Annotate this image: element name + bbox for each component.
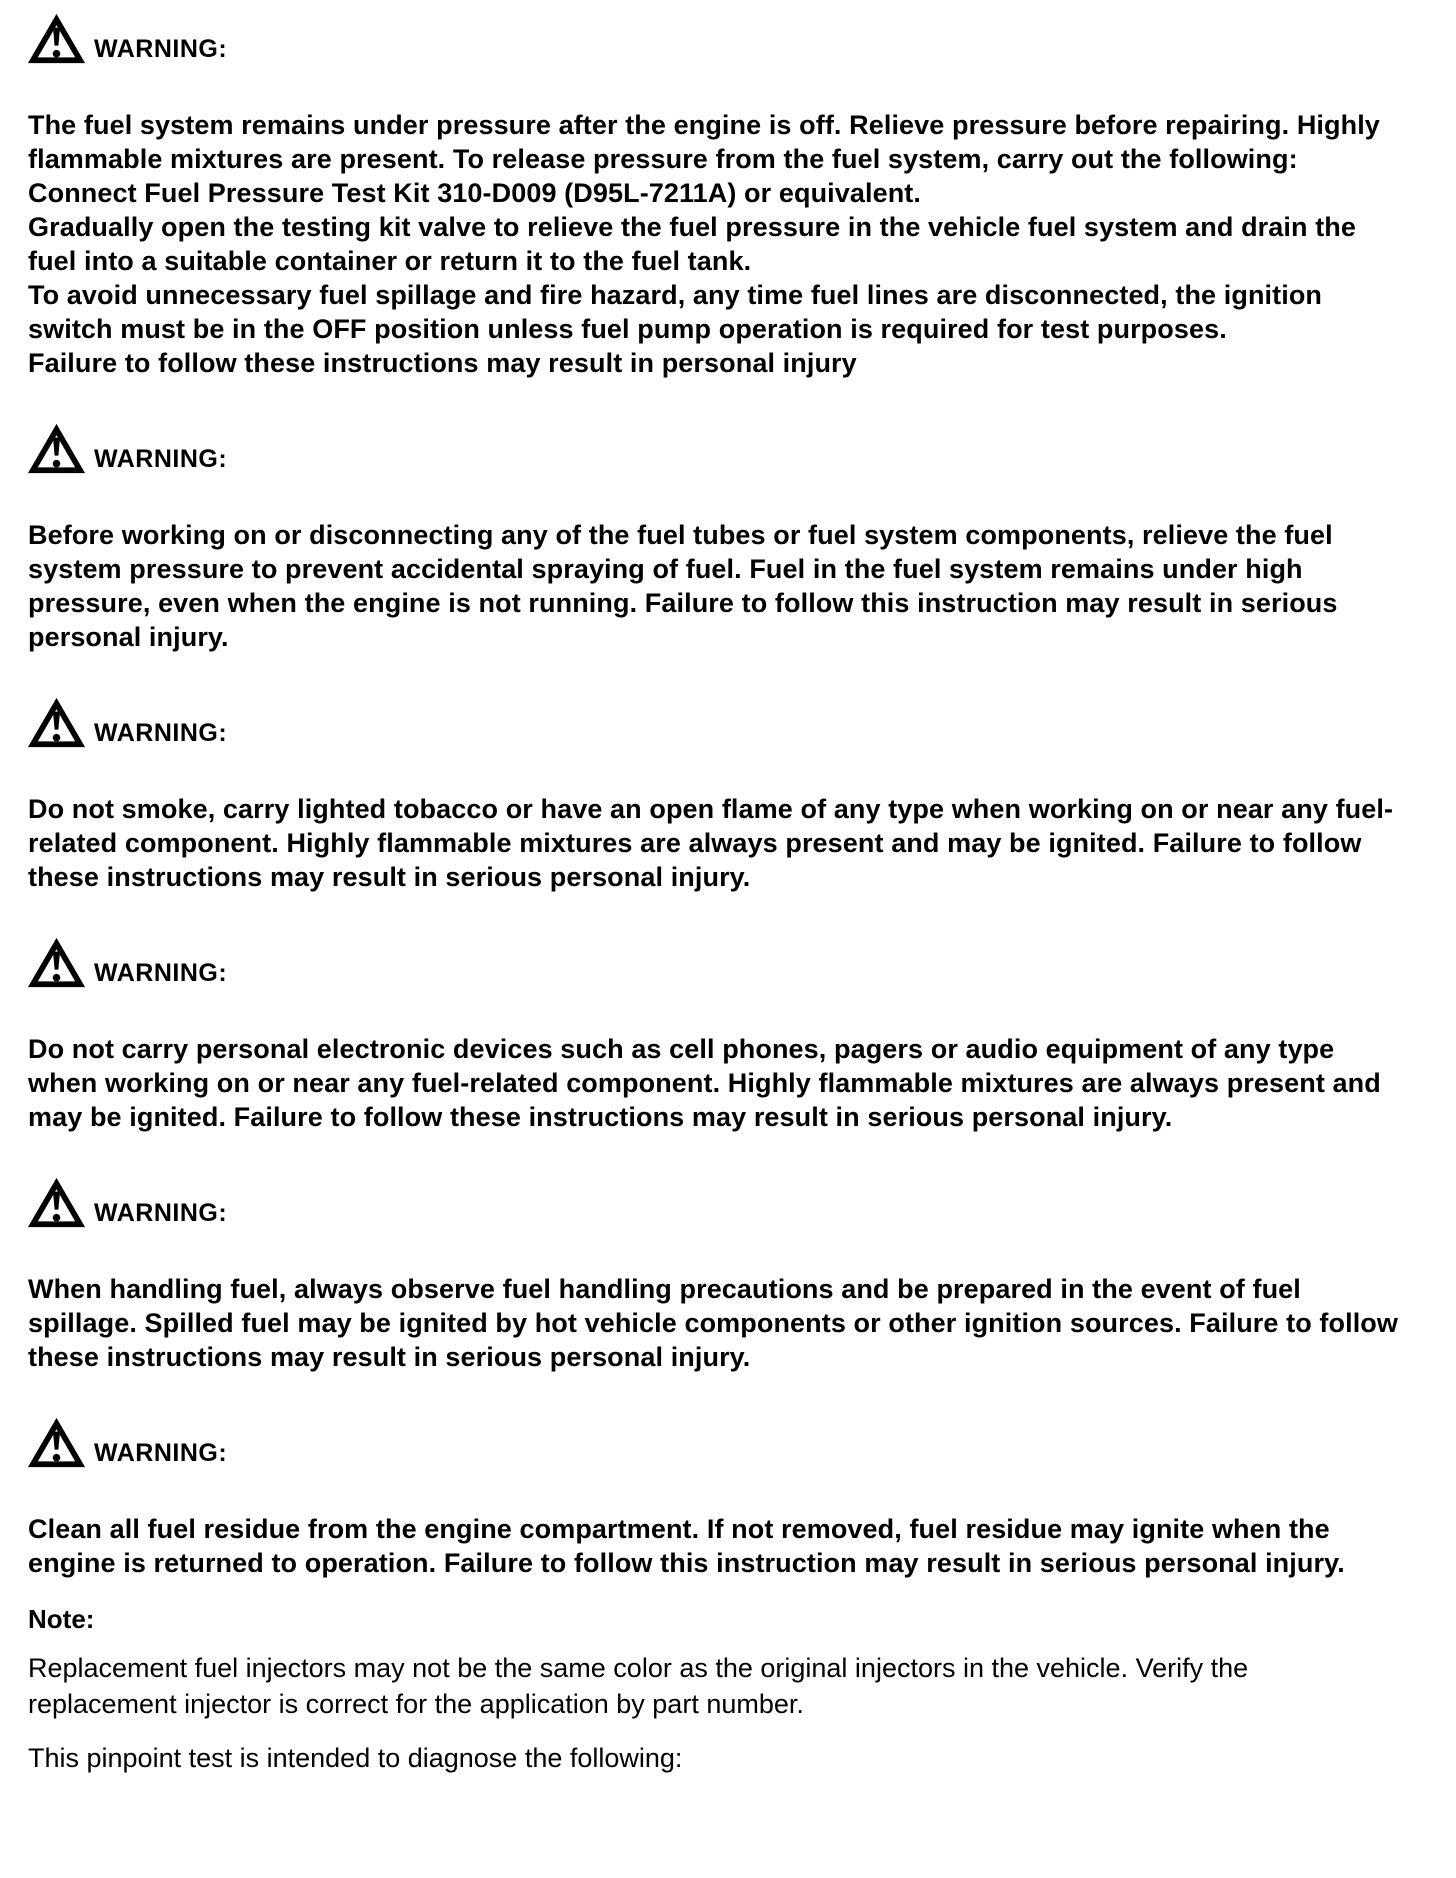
warning-text-line: Gradually open the testing kit valve to relieve the fuel pressure in the vehicle fuel system and drain the fuel into a suitable container or return it to the fuel tank.	[28, 212, 1356, 276]
warning-text	[28, 108, 1400, 380]
warning-label: WARNING:	[94, 35, 228, 63]
warning-triangle-icon	[28, 936, 85, 989]
warning-text-line: Do not carry personal electronic devices such as cell phones, pagers or audio equipment of any type when working on or near any fuel-related component. Highly flammable mixtures are always present and may be ignited. Failure to follow these instructions may result in serious personal injury.	[28, 1034, 1381, 1132]
closing-line: This pinpoint test is intended to diagnose the following:	[28, 1743, 683, 1773]
note-text: Replacement fuel injectors may not be the same color as the original injectors in the vehicle. Verify the replacement injector is correct for the application by part number.	[28, 1653, 1249, 1719]
warning-label: WARNING:	[94, 1439, 228, 1467]
warning-triangle-icon	[28, 422, 85, 475]
warning-text-line: Clean all fuel residue from the engine compartment. If not removed, fuel residue may ignite when the engine is returned to operation. Failure to follow this instruction may result in serious personal injury.	[28, 1514, 1345, 1578]
warning-text	[28, 1512, 1400, 1580]
warning-triangle-icon	[28, 696, 85, 749]
warning-text-line: Do not smoke, carry lighted tobacco or have an open flame of any type when working on or near any fuel-related component. Highly flammable mixtures are always present and may be ignited. Failure to follow these instructions may result in serious personal injury.	[28, 794, 1394, 892]
warning-label: WARNING:	[94, 959, 228, 987]
warning-section	[28, 1176, 1400, 1374]
warning-label: WARNING:	[94, 719, 228, 747]
warning-triangle-icon	[28, 12, 85, 65]
warning-section	[28, 936, 1400, 1134]
warning-text	[28, 792, 1400, 894]
warning-text-line: When handling fuel, always observe fuel handling precautions and be prepared in the event of fuel spillage. Spilled fuel may be ignited by hot vehicle components or other ignition sources. Failure to follow these instructions may result in serious personal injury.	[28, 1274, 1398, 1372]
warning-text-line: The fuel system remains under pressure after the engine is off. Relieve pressure before repairing. Highly flammable mixtures are present. To release pressure from the fuel system, carry out the following:	[28, 110, 1380, 174]
warning-label: WARNING:	[94, 445, 228, 473]
warning-triangle-icon	[28, 1416, 85, 1469]
warning-text-line: To avoid unnecessary fuel spillage and fire hazard, any time fuel lines are disconnected, the ignition switch must be in the OFF position unless fuel pump operation is required for test purposes.	[28, 280, 1323, 344]
warning-header	[28, 936, 1400, 989]
warning-label: WARNING:	[94, 1199, 228, 1227]
warning-text	[28, 1032, 1400, 1134]
warning-header	[28, 696, 1400, 749]
warning-section	[28, 1416, 1400, 1580]
warning-text	[28, 518, 1400, 654]
warning-text-line: Connect Fuel Pressure Test Kit 310-D009 (D95L-7211A) or equivalent.	[28, 178, 921, 208]
warning-header	[28, 1176, 1400, 1229]
warning-text	[28, 1272, 1400, 1374]
warning-triangle-icon	[28, 1176, 85, 1229]
warning-text-line: Failure to follow these instructions may result in personal injury	[28, 348, 857, 378]
warning-section	[28, 12, 1400, 380]
warning-header	[28, 12, 1400, 65]
note-label: Note:	[28, 1604, 95, 1634]
warning-section	[28, 696, 1400, 894]
warning-header	[28, 1416, 1400, 1469]
warning-text-line: Before working on or disconnecting any of the fuel tubes or fuel system components, relieve the fuel system pressure to prevent accidental spraying of fuel. Fuel in the fuel system remains under high pressure, even when the engine is not running. Failure to follow this instruction may result in serious personal injury.	[28, 520, 1338, 652]
warning-header	[28, 422, 1400, 475]
warning-section	[28, 422, 1400, 654]
